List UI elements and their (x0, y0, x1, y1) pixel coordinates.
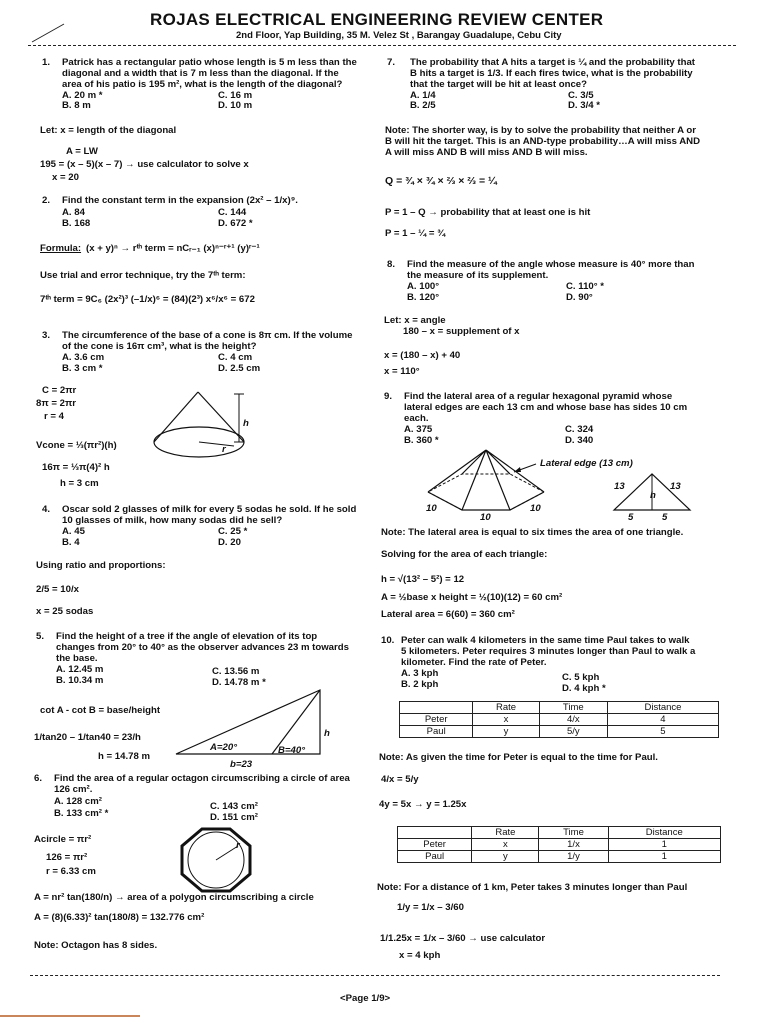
q10-note-1: Note: As given the time for Peter is equal to the time for Paul. (379, 752, 658, 763)
q2-number: 2. (42, 195, 51, 206)
q6-choice-a: A. 128 cm² (54, 796, 102, 807)
q2-choice-b: B. 168 (62, 218, 91, 229)
table-cell: 1 (608, 851, 721, 863)
triangle-label-5a: 5 (628, 512, 634, 523)
address: 2nd Floor, Yap Building, 35 M. Velez St , Barangay Guadalupe, Cebu City (236, 30, 562, 41)
q10-number: 10. (381, 635, 395, 646)
q5-choice-a: A. 12.45 m (56, 664, 104, 675)
tree-label-h: h (324, 728, 330, 739)
header-divider (28, 45, 736, 46)
q4-solution-3: x = 25 sodas (36, 606, 94, 617)
table-header-cell: Time (539, 702, 607, 714)
q2-text-1: Find the constant term in the expansion (2x² – 1/x)⁹. (62, 195, 298, 206)
cone-label-r: r (222, 444, 226, 455)
q10-solution-3: 1/y = 1/x – 3/60 (397, 902, 464, 913)
q10-solution-1: 4/x = 5/y (381, 774, 419, 785)
pyramid-label-10a: 10 (426, 503, 437, 514)
q7-note-1: Note: The shorter way, is by to solve the probability that neither A or (385, 125, 696, 136)
cone-label-h: h (243, 418, 249, 429)
q1-text-3: area of his patio is 195 m², what is the length of the diagonal? (62, 79, 343, 90)
table-cell: 5 (607, 726, 718, 738)
q6-choice-d: D. 151 cm² (210, 812, 258, 823)
triangle-label-h: h (650, 490, 656, 501)
q8-solution-4: x = 110° (384, 366, 420, 377)
q1-choice-a: A. 20 m * (62, 90, 103, 101)
q7-text-1: The probability that A hits a target is ¼ and the probability that (410, 57, 695, 68)
q7-choice-a: A. 1/4 (410, 90, 436, 101)
q10-solution-2: 4y = 5x → y = 1.25x (379, 799, 467, 810)
pyramid-label-edge: Lateral edge (13 cm) (540, 458, 633, 469)
triangle-label-5b: 5 (662, 512, 668, 523)
q10-choice-b: B. 2 kph (401, 679, 439, 690)
q9-text-1: Find the lateral area of a regular hexagonal pyramid whose (404, 391, 673, 402)
q9-solution-3: A = ½base x height = ½(10)(12) = 60 cm² (381, 592, 563, 603)
q1-solution-4: x = 20 (52, 172, 79, 183)
q5-solution-1: cot A - cot B = base/height (40, 705, 161, 716)
q8-solution-1: Let: x = angle (384, 315, 446, 326)
table-header-cell: Rate (472, 827, 539, 839)
q9-text-2: lateral edges are each 13 cm and whose base has sides 10 cm (404, 402, 688, 413)
q10-choice-a: A. 3 kph (401, 668, 439, 679)
table-cell: y (473, 726, 539, 738)
q5-solution-3: h = 14.78 m (98, 751, 150, 762)
q6-solution-4: A = nr² tan(180/n) → area of a polygon circumscribing a circle (34, 892, 314, 903)
q4-choice-d: D. 20 (218, 537, 241, 548)
q6-choice-c: C. 143 cm² (210, 801, 258, 812)
table-cell: 4/x (539, 714, 607, 726)
q9-choice-d: D. 340 (565, 435, 594, 446)
pyramid-label-10c: 10 (530, 503, 541, 514)
page-number: <Page 1/9> (340, 993, 391, 1004)
table-cell: 5/y (539, 726, 607, 738)
table-cell: Paul (398, 851, 472, 863)
q5-text-2: changes from 20° to 40° as the observer advances 23 m towards (56, 642, 349, 653)
table-cell: x (472, 839, 539, 851)
pyramid-label-10b: 10 (480, 512, 491, 523)
q10-note-2: Note: For a distance of 1 km, Peter takes 3 minutes longer than Paul (377, 882, 688, 893)
table-cell: x (473, 714, 539, 726)
page-edge-mark (0, 1015, 140, 1017)
table-cell: Peter (398, 839, 472, 851)
table-row (398, 839, 721, 851)
table-cell: Peter (400, 714, 473, 726)
q1-choice-c: C. 16 m (218, 90, 253, 101)
q4-number: 4. (42, 504, 51, 515)
q1-text-2: diagonal and a width that is 7 m less than the diagonal. If the (62, 68, 339, 79)
q7-note-2: B will hit the target. This is an AND-type probability…A will miss AND (385, 136, 701, 147)
table-cell: 1 (608, 839, 721, 851)
q5-choice-c: C. 13.56 m (212, 666, 260, 677)
q5-solution-2: 1/tan20 – 1/tan40 = 23/h (34, 732, 141, 743)
q2-formula-label: Formula: (40, 243, 82, 254)
pen-stroke-mark (28, 20, 68, 45)
table-header-cell (400, 702, 473, 714)
q3-choice-c: C. 4 cm (218, 352, 253, 363)
q8-text-1: Find the measure of the angle whose measure is 40° more than (407, 259, 695, 270)
q9-solution-4: Lateral area = 6(60) = 360 cm² (381, 609, 515, 620)
q3-solution-6: h = 3 cm (60, 478, 99, 489)
q3-solution-1: C = 2πr (42, 385, 77, 396)
q3-solution-3: r = 4 (44, 411, 65, 422)
q6-solution-1: Acircle = πr² (34, 834, 92, 845)
q3-choice-b: B. 3 cm * (62, 363, 103, 374)
table-row (398, 851, 721, 863)
q3-solution-4: Vcone = ⅓(πr²)(h) (36, 440, 117, 451)
q8-solution-3: x = (180 – x) + 40 (384, 350, 461, 361)
footer-divider (30, 975, 720, 976)
q1-choice-d: D. 10 m (218, 100, 253, 111)
q1-text-1: Patrick has a rectangular patio whose length is 5 m less than the (62, 57, 357, 68)
q7-choice-b: B. 2/5 (410, 100, 436, 111)
rate-table-2 (397, 826, 721, 863)
q7-solution-1: Q = ¾ × ¾ × ⅔ × ⅔ = ¼ (385, 175, 497, 187)
q9-solution-2: h = √(13² – 5²) = 12 (381, 574, 465, 585)
table-header-cell: Time (539, 827, 608, 839)
q10-text-1: Peter can walk 4 kilometers in the same time Paul takes to walk (401, 635, 690, 646)
q10-choice-c: C. 5 kph (562, 672, 600, 683)
q7-text-2: B hits a target is 1/3. If each fires twice, what is the probability (410, 68, 693, 79)
q6-text-2: 126 cm². (54, 784, 93, 795)
q8-choice-d: D. 90° (566, 292, 593, 303)
q8-solution-2: 180 – x = supplement of x (403, 326, 520, 337)
q3-text-2: of the cone is 16π cm³, what is the height? (62, 341, 257, 352)
octagon-label-r: r (236, 840, 240, 851)
q9-solution-1: Solving for the area of each triangle: (381, 549, 548, 560)
q3-text-1: The circumference of the base of a cone is 8π cm. If the volume (62, 330, 353, 341)
table-row (400, 714, 719, 726)
q4-text-1: Oscar sold 2 glasses of milk for every 5 sodas he sold. If he sold (62, 504, 357, 515)
q9-choice-b: B. 360 * (404, 435, 439, 446)
q10-solution-5: x = 4 kph (399, 950, 441, 961)
q7-solution-2: P = 1 – Q → probability that at least one is hit (385, 207, 591, 218)
q10-text-2: 5 kilometers. Peter requires 3 minutes longer than Paul to walk a (401, 646, 696, 657)
page-title: ROJAS ELECTRICAL ENGINEERING REVIEW CENTER (150, 10, 604, 29)
q9-choice-a: A. 375 (404, 424, 433, 435)
table-cell: y (472, 851, 539, 863)
table-header-cell: Distance (608, 827, 721, 839)
q9-choice-c: C. 324 (565, 424, 594, 435)
table-header-cell (398, 827, 472, 839)
q8-choice-b: B. 120° (407, 292, 440, 303)
q2-choice-d: D. 672 * (218, 218, 253, 229)
q1-solution-3: 195 = (x – 5)(x – 7) → use calculator to solve x (40, 159, 249, 170)
q1-solution-2: A = LW (66, 146, 98, 157)
table-header-row (400, 702, 719, 714)
q9-number: 9. (384, 391, 393, 402)
q8-choice-a: A. 100° (407, 281, 440, 292)
triangle-label-13b: 13 (670, 481, 681, 492)
q6-number: 6. (34, 773, 43, 784)
table-cell: 1/y (539, 851, 608, 863)
q6-solution-3: r = 6.33 cm (46, 866, 96, 877)
q3-choice-d: D. 2.5 cm (218, 363, 261, 374)
q5-text-3: the base. (56, 653, 98, 664)
tree-triangle-diagram (174, 688, 334, 758)
q4-text-2: 10 glasses of milk, how many sodas did he sell? (62, 515, 283, 526)
q6-solution-6: Note: Octagon has 8 sides. (34, 940, 158, 951)
q2-choice-a: A. 84 (62, 207, 85, 218)
tree-label-base: b=23 (230, 759, 253, 770)
q5-number: 5. (36, 631, 45, 642)
table-cell: 1/x (539, 839, 608, 851)
q5-choice-d: D. 14.78 m * (212, 677, 266, 688)
tree-label-a: A=20° (210, 742, 238, 753)
q10-text-3: kilometer. Find the rate of Peter. (401, 657, 547, 668)
table-cell: Paul (400, 726, 473, 738)
q3-choice-a: A. 3.6 cm (62, 352, 105, 363)
q9-text-3: each. (404, 413, 429, 424)
table-row (400, 726, 719, 738)
q4-solution-1: Using ratio and proportions: (36, 560, 166, 571)
q4-solution-2: 2/5 = 10/x (36, 584, 79, 595)
q6-solution-5: A = (8)(6.33)² tan(180/8) = 132.776 cm² (34, 912, 205, 923)
q5-text-1: Find the height of a tree if the angle of elevation of its top (56, 631, 318, 642)
rate-table-1 (399, 701, 719, 738)
q10-choice-d: D. 4 kph * (562, 683, 606, 694)
q8-text-2: the measure of its supplement. (407, 270, 549, 281)
q3-solution-2: 8π = 2πr (36, 398, 77, 409)
q7-choice-d: D. 3/4 * (568, 100, 600, 111)
q8-choice-c: C. 110° * (566, 281, 604, 292)
q7-solution-3: P = 1 – ¼ = ¾ (385, 228, 446, 239)
q7-note-3: A will miss AND B will miss AND B will miss. (385, 147, 588, 158)
q6-choice-b: B. 133 cm² * (54, 808, 109, 819)
q10-solution-4: 1/1.25x = 1/x – 3/60 → use calculator (380, 933, 546, 944)
q6-text-1: Find the area of a regular octagon circumscribing a circle of area (54, 773, 350, 784)
q4-choice-a: A. 45 (62, 526, 85, 537)
tree-label-b: B=40° (278, 745, 306, 756)
table-header-row (398, 827, 721, 839)
q1-number: 1. (42, 57, 51, 68)
q3-solution-5: 16π = ⅓π(4)² h (42, 462, 110, 473)
q7-number: 7. (387, 57, 396, 68)
table-cell: 4 (607, 714, 718, 726)
q8-number: 8. (387, 259, 396, 270)
q4-choice-c: C. 25 * (218, 526, 248, 537)
q2-choice-c: C. 144 (218, 207, 247, 218)
q1-choice-b: B. 8 m (62, 100, 91, 111)
q4-choice-b: B. 4 (62, 537, 80, 548)
q1-solution-1: Let: x = length of the diagonal (40, 125, 177, 136)
q9-note-1: Note: The lateral area is equal to six times the area of one triangle. (381, 527, 684, 538)
table-header-cell: Distance (607, 702, 718, 714)
triangle-label-13a: 13 (614, 481, 625, 492)
q2-formula: (x + y)ⁿ → rᵗʰ term = nCᵣ₋₁ (x)ⁿ⁻ʳ⁺¹ (y)ʳ⁻¹ (86, 243, 260, 254)
octagon-circle-diagram (176, 826, 256, 896)
cone-diagram (148, 390, 258, 470)
q5-choice-b: B. 10.34 m (56, 675, 104, 686)
q7-text-3: that the target will be hit at least once? (410, 79, 587, 90)
q2-solution-1: Use trial and error technique, try the 7ᵗʰ term: (40, 270, 246, 281)
q6-solution-2: 126 = πr² (46, 852, 88, 863)
q7-choice-c: C. 3/5 (568, 90, 594, 101)
q3-number: 3. (42, 330, 51, 341)
table-header-cell: Rate (473, 702, 539, 714)
q2-solution-2: 7ᵗʰ term = 9C₆ (2x²)³ (–1/x)⁶ = (84)(2³) x⁶/x⁶ = 672 (40, 294, 255, 305)
